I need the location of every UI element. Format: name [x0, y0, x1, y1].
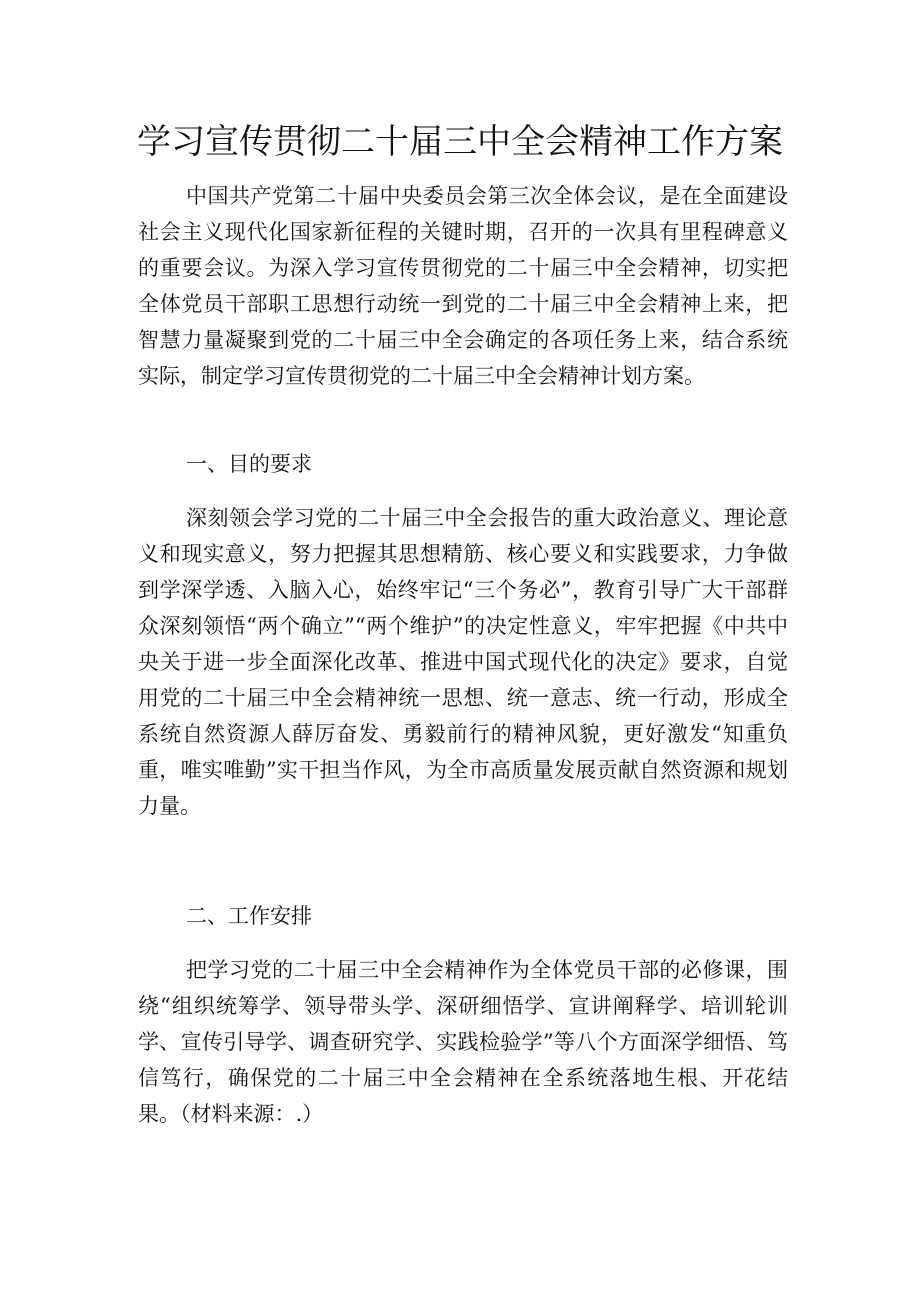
- intro-paragraph: 中国共产党第二十届中央委员会第三次全体会议，是在全面建设社会主义现代化国家新征程的关键时期，召开的一次具有里程碑意义的重要会议。为深入学习宣传贯彻党的二十届三中全会精神，切实把全体党员干部职工思想行动统一到党的二十届三中全会精神上来，把智慧力量凝聚到党的二十届三中全会确定的各项任务上来，结合系统实际，制定学习宣传贯彻党的二十届三中全会精神计划方案。: [138, 184, 788, 388]
- section-heading-arrangement: 二、工作安排: [186, 904, 312, 928]
- section-paragraph-purpose: 深刻领会学习党的二十届三中全会报告的重大政治意义、理论意义和现实意义，努力把握其思想精筋、核心要义和实践要求，力争做到学深学透、入脑入心，始终牢记“三个务必”，教育引导广大干部群众深刻领悟“两个确立”“两个维护”的决定性意义，牢牢把握《中共中央关于进一步全面深化改革、推进中国式现代化的决定》要求，自觉用党的二十届三中全会精神统一思想、统一意志、统一行动，形成全系统自然资源人薛厉奋发、勇毅前行的精神风貌，更好激发“知重负重，唯实唯勤”实干担当作风，为全市高质量发展贡献自然资源和规划力量。: [138, 506, 788, 818]
- document-title: 学习宣传贯彻二十届三中全会精神工作方案: [137, 122, 783, 162]
- section-paragraph-arrangement: 把学习党的二十届三中全会精神作为全体党员干部的必修课，围绕“组织统筹学、领导带头学、深研细悟学、宣讲阐释学、培训轮训学、宣传引导学、调查研究学、实践检验学”等八个方面深学细悟、笃信笃行，确保党的二十届三中全会精神在全系统落地生根、开花结果。（材料来源：.）: [138, 958, 788, 1126]
- section-heading-purpose: 一、目的要求: [186, 452, 312, 476]
